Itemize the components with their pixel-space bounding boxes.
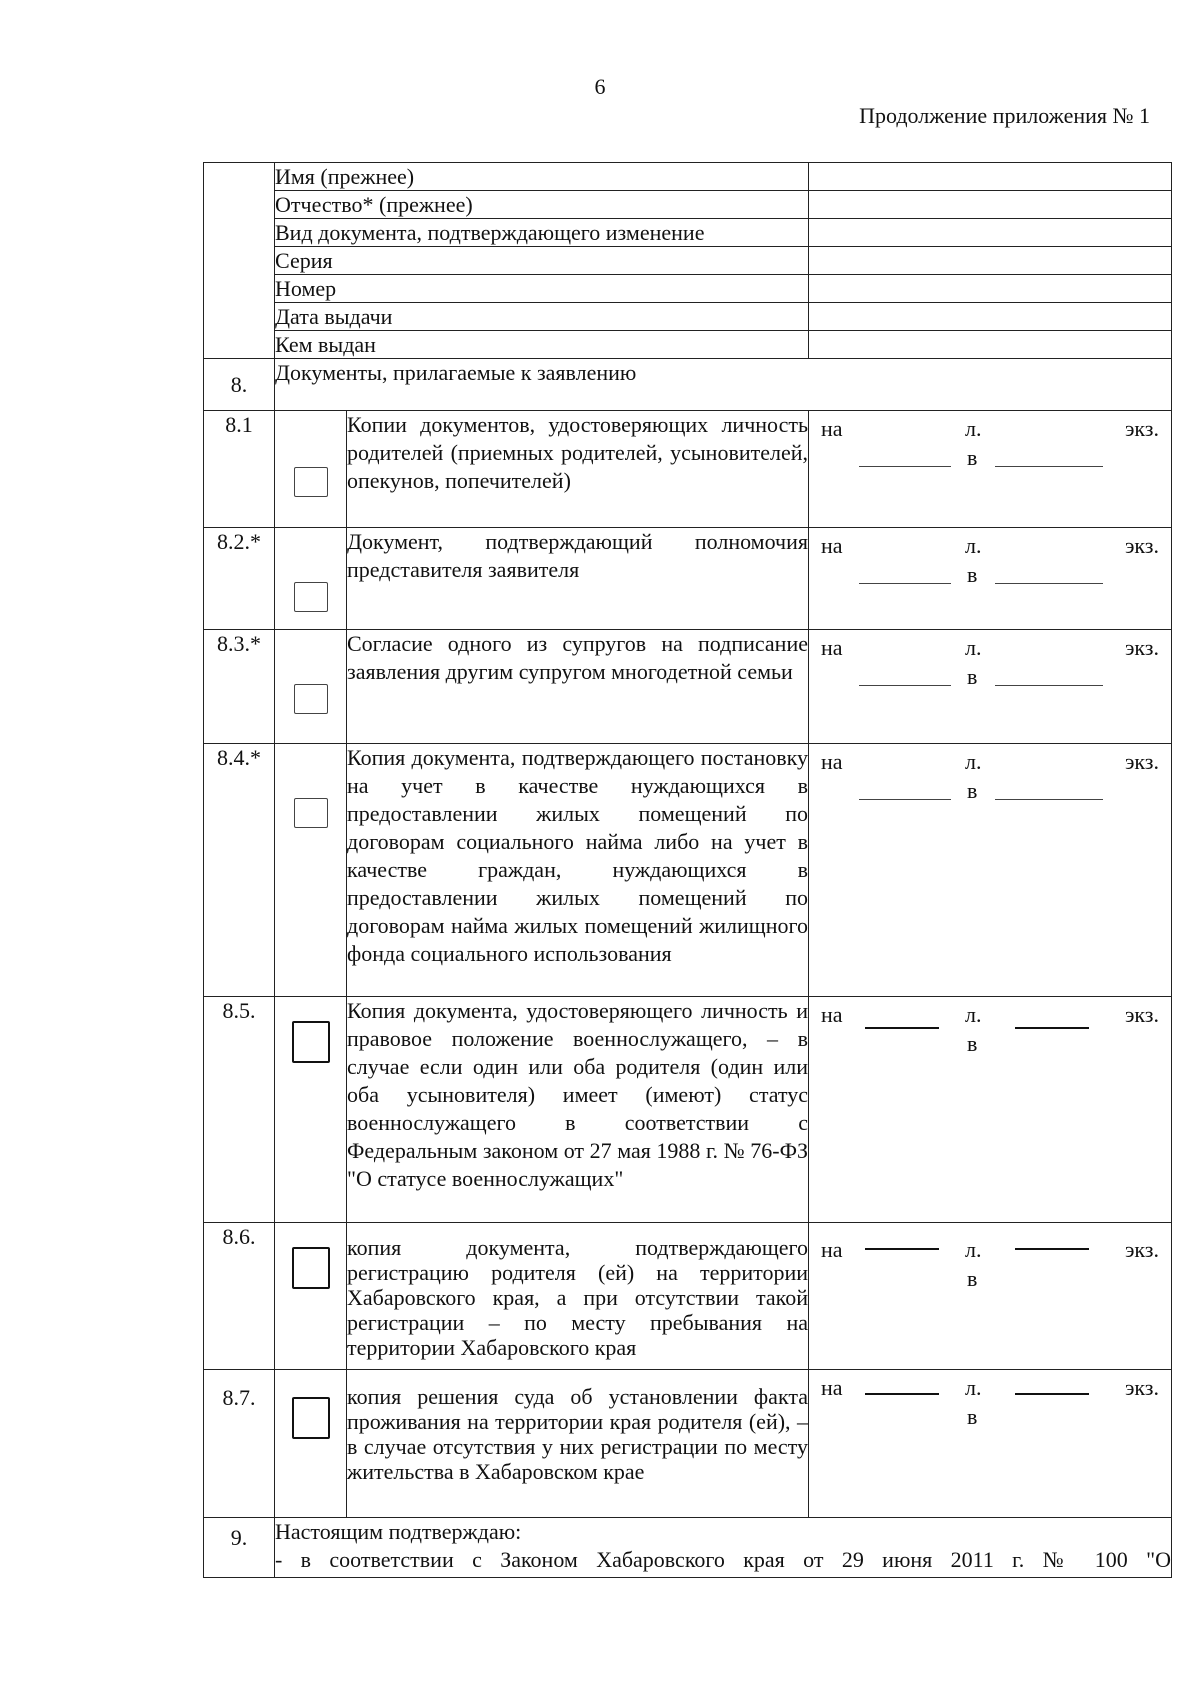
doc-count-cell xyxy=(809,1223,1172,1370)
doc-checkbox-cell xyxy=(275,997,347,1223)
pages-blank[interactable] xyxy=(859,799,951,800)
page-copy-count xyxy=(809,1370,1171,1430)
doc-checkbox-cell xyxy=(275,630,347,744)
doc-description: Копии документов, удостоверяющих личность родителей (приемных родителей, усыновителей, опекунов, попечителей) xyxy=(347,411,809,528)
checkbox-8-4[interactable] xyxy=(294,798,328,828)
count-l: л. xyxy=(965,1375,982,1400)
doc-number: 8.2.* xyxy=(204,528,275,630)
count-ekz: экз. xyxy=(1124,749,1159,774)
doc-number: 8.5. xyxy=(204,997,275,1223)
checkbox-8-7[interactable] xyxy=(292,1397,330,1439)
page-copy-count xyxy=(809,1232,1171,1292)
doc-count-cell xyxy=(809,411,1172,528)
checkbox-8-5[interactable] xyxy=(292,1021,330,1063)
count-na: на xyxy=(821,416,843,441)
appendix-note: Продолжение приложения № 1 xyxy=(859,103,1150,128)
count-v: в xyxy=(967,1031,978,1056)
count-l: л. xyxy=(965,416,982,441)
doc-row-8-6 xyxy=(204,1223,1172,1370)
doc-checkbox-cell xyxy=(275,528,347,630)
doc-count-cell xyxy=(809,528,1172,630)
count-ekz: экз. xyxy=(1124,416,1159,441)
page-copy-count xyxy=(809,528,1171,588)
doc-description: Документ, подтверждающий полномочия представителя заявителя xyxy=(347,528,809,630)
issued-by-row xyxy=(204,331,1172,359)
page-copy-count xyxy=(809,744,1171,804)
checkbox-8-1[interactable] xyxy=(294,467,328,497)
series-row xyxy=(204,247,1172,275)
pages-blank[interactable] xyxy=(865,1027,939,1029)
doc-checkbox-cell xyxy=(275,1223,347,1370)
copies-blank[interactable] xyxy=(1015,1248,1089,1250)
doc-description: Копия документа, подтверждающего постановку на учет в качестве нуждающихся в предоставлении жилых помещений по договорам социального найма либо на учет в качестве граждан, нуждающихся в предоставлении жилых помещений по договорам найма жилых помещений жилищного фонда социального использования xyxy=(347,744,809,997)
count-v: в xyxy=(967,778,978,803)
doc-number: 8.4.* xyxy=(204,744,275,997)
count-l: л. xyxy=(965,1002,982,1027)
checkbox-8-6[interactable] xyxy=(292,1247,330,1289)
prev-patronymic-row xyxy=(204,191,1172,219)
page-copy-count xyxy=(809,997,1171,1057)
count-v: в xyxy=(967,562,978,587)
issued-by-label: Кем выдан xyxy=(275,331,809,359)
doc-row-8-1 xyxy=(204,411,1172,528)
section-8-row xyxy=(204,359,1172,411)
application-form-table xyxy=(203,162,1172,1578)
doc-row-8-3 xyxy=(204,630,1172,744)
number-label: Номер xyxy=(275,275,809,303)
count-ekz: экз. xyxy=(1124,635,1159,660)
copies-blank[interactable] xyxy=(995,466,1103,467)
checkbox-8-2[interactable] xyxy=(294,582,328,612)
count-ekz: экз. xyxy=(1124,1237,1159,1262)
count-l: л. xyxy=(965,1237,982,1262)
section-9-line-1: Настоящим подтверждаю: xyxy=(275,1519,522,1544)
doc-checkbox-cell xyxy=(275,1370,347,1518)
doc-row-8-4 xyxy=(204,744,1172,997)
count-na: на xyxy=(821,1237,843,1262)
pages-blank[interactable] xyxy=(865,1248,939,1250)
pages-blank[interactable] xyxy=(859,466,951,467)
page-copy-count xyxy=(809,630,1171,690)
checkbox-8-3[interactable] xyxy=(294,684,328,714)
doc-number: 8.6. xyxy=(204,1223,275,1370)
pages-blank[interactable] xyxy=(859,583,951,584)
change-doc-type-row xyxy=(204,219,1172,247)
count-ekz: экз. xyxy=(1124,533,1159,558)
count-v: в xyxy=(967,1404,978,1429)
copies-blank[interactable] xyxy=(995,685,1103,686)
series-value[interactable] xyxy=(809,247,1172,275)
number-value[interactable] xyxy=(809,275,1172,303)
section-9-row xyxy=(204,1518,1172,1578)
doc-checkbox-cell xyxy=(275,411,347,528)
copies-blank[interactable] xyxy=(1015,1393,1089,1395)
change-doc-type-value[interactable] xyxy=(809,219,1172,247)
doc-number: 8.1 xyxy=(204,411,275,528)
prev-patronymic-label: Отчество* (прежнее) xyxy=(275,191,809,219)
doc-description: копия решения суда об установлении факта проживания на территории края родителя (ей), – в случае отсутствия у них регистрации по месту жительства в Хабаровском крае xyxy=(347,1370,809,1518)
pages-blank[interactable] xyxy=(865,1393,939,1395)
doc-description: Согласие одного из супругов на подписание заявления другим супругом многодетной семьи xyxy=(347,630,809,744)
count-v: в xyxy=(967,664,978,689)
count-l: л. xyxy=(965,635,982,660)
doc-row-8-2 xyxy=(204,528,1172,630)
number-row xyxy=(204,275,1172,303)
doc-count-cell xyxy=(809,1370,1172,1518)
pages-blank[interactable] xyxy=(859,685,951,686)
prev-name-value[interactable] xyxy=(809,163,1172,191)
series-label: Серия xyxy=(275,247,809,275)
count-v: в xyxy=(967,445,978,470)
doc-row-8-7 xyxy=(204,1370,1172,1518)
section-9-number: 9. xyxy=(204,1518,275,1578)
doc-count-cell xyxy=(809,744,1172,997)
count-v: в xyxy=(967,1266,978,1291)
doc-checkbox-cell xyxy=(275,744,347,997)
doc-count-cell xyxy=(809,997,1172,1223)
count-ekz: экз. xyxy=(1124,1002,1159,1027)
section-9-content xyxy=(275,1518,1172,1578)
doc-row-8-5 xyxy=(204,997,1172,1223)
count-na: на xyxy=(821,635,843,660)
copies-blank[interactable] xyxy=(995,799,1103,800)
count-l: л. xyxy=(965,533,982,558)
change-doc-type-label: Вид документа, подтверждающего изменение xyxy=(275,219,809,247)
prev-name-label: Имя (прежнее) xyxy=(275,163,809,191)
copies-blank[interactable] xyxy=(1015,1027,1089,1029)
prev-patronymic-value[interactable] xyxy=(809,191,1172,219)
issue-date-label: Дата выдачи xyxy=(275,303,809,331)
section-8-number: 8. xyxy=(204,359,275,411)
prev-data-num-cell xyxy=(204,163,275,359)
doc-count-cell xyxy=(809,630,1172,744)
doc-number: 8.3.* xyxy=(204,630,275,744)
page-copy-count xyxy=(809,411,1171,471)
issue-date-value[interactable] xyxy=(809,303,1172,331)
doc-number: 8.7. xyxy=(204,1370,275,1518)
count-na: на xyxy=(821,1375,843,1400)
issue-date-row xyxy=(204,303,1172,331)
prev-name-row xyxy=(204,163,1172,191)
section-9-line-2: - в соответствии с Законом Хабаровского края от 29 июня 2011 г. № 100 "О xyxy=(275,1547,1171,1572)
issued-by-value[interactable] xyxy=(809,331,1172,359)
count-ekz: экз. xyxy=(1124,1375,1159,1400)
page-number: 6 xyxy=(594,74,606,99)
doc-description: копия документа, подтверждающего регистрацию родителя (ей) на территории Хабаровского края, а при отсутствии такой регистрации – по месту пребывания на территории Хабаровского края xyxy=(347,1223,809,1370)
count-na: на xyxy=(821,749,843,774)
count-l: л. xyxy=(965,749,982,774)
count-na: на xyxy=(821,1002,843,1027)
count-na: на xyxy=(821,533,843,558)
copies-blank[interactable] xyxy=(995,583,1103,584)
doc-description: Копия документа, удостоверяющего личность и правовое положение военнослужащего, – в случае если один или оба родителя (один или оба усыновителя) имеет (имеют) статус военнослужащего в соответствии с Федеральным законом от 27 мая 1988 г. № 76-ФЗ "О статусе военнослужащих" xyxy=(347,997,809,1223)
section-8-title: Документы, прилагаемые к заявлению xyxy=(275,359,1172,411)
